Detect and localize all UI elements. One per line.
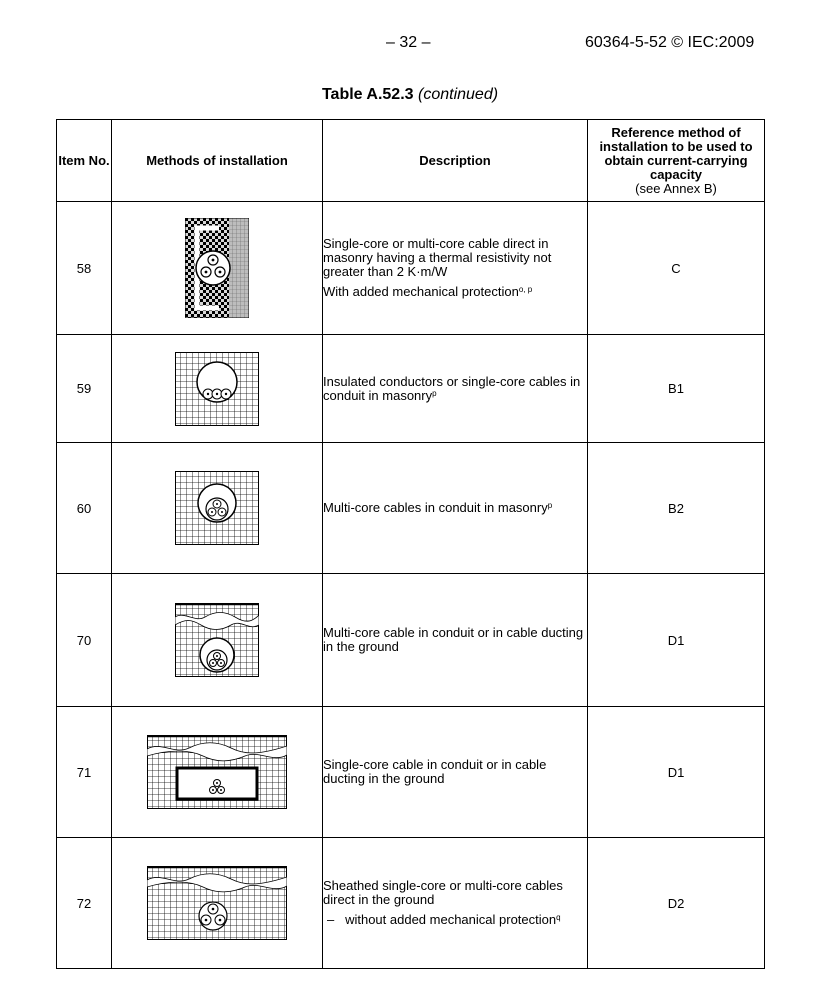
conduit-in-ground-icon xyxy=(175,603,259,677)
column-header-item: Item No. xyxy=(57,120,112,202)
description-cell xyxy=(323,335,588,443)
item-number: 71 xyxy=(57,707,112,838)
column-header-reference xyxy=(588,120,765,202)
installation-diagram-71 xyxy=(112,707,323,838)
installation-diagram-72 xyxy=(112,838,323,969)
table-title xyxy=(0,86,820,104)
item-number: 59 xyxy=(57,335,112,443)
page-number: – 32 – xyxy=(386,34,431,51)
description-cell xyxy=(323,443,588,574)
page-header xyxy=(0,34,820,54)
table-row xyxy=(57,838,765,969)
installation-diagram-59 xyxy=(112,335,323,443)
table-row xyxy=(57,335,765,443)
description-text-2: – without added mechanical protection$^q$ xyxy=(327,912,561,927)
installation-diagram-60 xyxy=(112,443,323,574)
item-number: 72 xyxy=(57,838,112,969)
description-cell xyxy=(323,202,588,335)
description-text: Multi-core cables in conduit in masonry$^p$ xyxy=(323,500,553,515)
reference-method: C xyxy=(588,202,765,335)
column-header-methods: Methods of installation xyxy=(112,120,323,202)
installation-methods-table xyxy=(56,119,765,969)
description-cell xyxy=(323,574,588,707)
description-cell xyxy=(323,838,588,969)
item-number: 58 xyxy=(57,202,112,335)
cable-direct-in-ground-icon xyxy=(147,866,287,940)
description-text-2: With added mechanical protection$^{o, p}$ xyxy=(323,284,533,299)
table-title-main: Table A.52.3 xyxy=(321,86,414,103)
item-number: 60 xyxy=(57,443,112,574)
column-header-reference-text: Reference method of installation to be used to obtain current-carrying capacity xyxy=(599,124,753,182)
reference-method: B1 xyxy=(588,335,765,443)
footnote-ref: p xyxy=(432,388,437,398)
column-header-reference-note: (see Annex B) xyxy=(635,180,717,196)
reference-method: D2 xyxy=(588,838,765,969)
description-text: Single-core cable in conduit or in cable ducting in the ground xyxy=(323,757,547,786)
multicore-conduit-masonry-icon xyxy=(175,471,259,545)
installation-diagram-70 xyxy=(112,574,323,707)
reference-method: D1 xyxy=(588,574,765,707)
cable-in-masonry-icon xyxy=(185,218,249,318)
footnote-ref: p xyxy=(547,501,553,510)
conduit-in-masonry-icon xyxy=(175,352,259,426)
footnote-ref: o, p xyxy=(518,285,533,294)
footnote-ref: q xyxy=(556,913,561,922)
description-cell xyxy=(323,707,588,838)
description-text: Sheathed single-core or multi-core cables direct in the ground xyxy=(323,878,563,907)
table-title-continued: (continued) xyxy=(418,86,499,103)
installation-diagram-58 xyxy=(112,202,323,335)
column-header-description: Description xyxy=(323,120,588,202)
description-text: Multi-core cable in conduit or in cable ducting in the ground xyxy=(323,625,584,654)
table-row xyxy=(57,443,765,574)
description-text: Insulated conductors or single-core cables in conduit in masonry$^p$ xyxy=(323,373,581,403)
reference-method: B2 xyxy=(588,443,765,574)
document-reference: 60364-5-52 © IEC:2009 xyxy=(585,34,755,51)
cable-ducting-in-ground-icon xyxy=(147,735,287,809)
table-row xyxy=(57,202,765,335)
item-number: 70 xyxy=(57,574,112,707)
table-row xyxy=(57,707,765,838)
reference-method: D1 xyxy=(588,707,765,838)
table-header-row xyxy=(57,120,765,202)
description-text: Single-core or multi-core cable direct in masonry having a thermal resistivity not greater than 2 K·m/W xyxy=(323,236,552,279)
table-row xyxy=(57,574,765,707)
